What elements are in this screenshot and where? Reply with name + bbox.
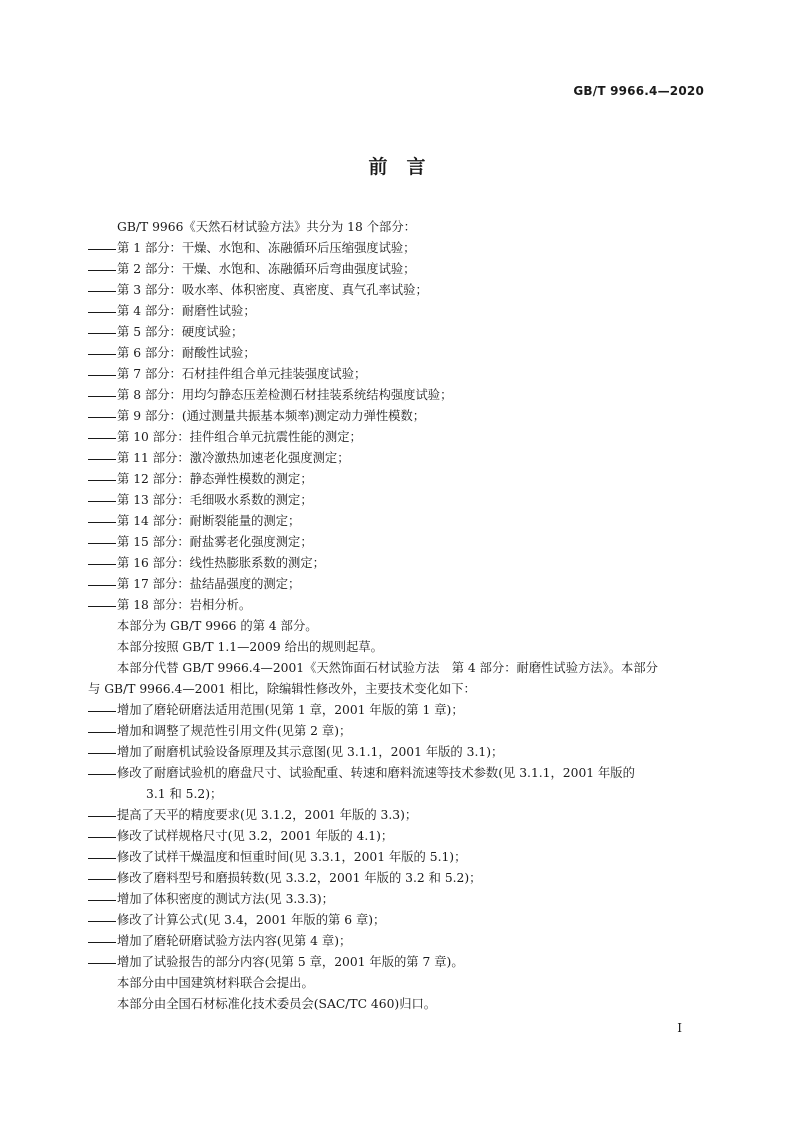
standard-code: GB/T 9966.4—2020 — [573, 84, 704, 98]
list-item: 第 7 部分：石材挂件组合单元挂装强度试验； — [88, 364, 709, 385]
list-item: 增加了耐磨机试验设备原理及其示意图(见 3.1.1，2001 年版的 3.1)； — [88, 742, 709, 763]
list-item: 第 11 部分：激冷激热加速老化强度测定； — [88, 448, 709, 469]
em-dash — [88, 805, 117, 826]
list-item: 增加和调整了规范性引用文件(见第 2 章)； — [88, 721, 709, 742]
list-item: 第 5 部分：硬度试验； — [88, 322, 709, 343]
list-item: 第 10 部分：挂件组合单元抗震性能的测定； — [88, 427, 709, 448]
list-item: 第 8 部分：用均匀静态压差检测石材挂装系统结构强度试验； — [88, 385, 709, 406]
em-dash — [88, 826, 117, 847]
list-item: 第 14 部分：耐断裂能量的测定； — [88, 511, 709, 532]
list-item: 增加了体积密度的测试方法(见 3.3.3)； — [88, 889, 709, 910]
list-item: 增加了磨轮研磨法适用范围(见第 1 章，2001 年版的第 1 章)； — [88, 700, 709, 721]
list-item: 第 17 部分：盐结晶强度的测定； — [88, 574, 709, 595]
em-dash — [88, 595, 117, 616]
list-item: 修改了试样规格尺寸(见 3.2，2001 年版的 4.1)； — [88, 826, 709, 847]
em-dash — [88, 721, 117, 742]
list-item: 第 18 部分：岩相分析。 — [88, 595, 709, 616]
em-dash — [88, 910, 117, 931]
page-title: 前 言 — [368, 156, 426, 178]
em-dash — [88, 931, 117, 952]
em-dash — [88, 511, 117, 532]
em-dash — [88, 889, 117, 910]
em-dash — [88, 742, 117, 763]
em-dash — [88, 385, 117, 406]
list-item: 第 1 部分：干燥、水饱和、冻融循环后压缩强度试验； — [88, 238, 709, 259]
em-dash — [88, 259, 117, 280]
list-item: 修改了计算公式(见 3.4，2001 年版的第 6 章)； — [88, 910, 709, 931]
em-dash — [88, 322, 117, 343]
list-item: 增加了试验报告的部分内容(见第 5 章，2001 年版的第 7 章)。 — [88, 952, 709, 973]
list-item: 第 12 部分：静态弹性模数的测定； — [88, 469, 709, 490]
list-item: 修改了耐磨试验机的磨盘尺寸、试验配重、转速和磨料流速等技术参数(见 3.1.1，2001 年版的 — [88, 763, 709, 784]
em-dash — [88, 238, 117, 259]
list-item: 第 9 部分：(通过测量共振基本频率)测定动力弹性模数； — [88, 406, 709, 427]
list-item: 修改了试样干燥温度和恒重时间(见 3.3.1，2001 年版的 5.1)； — [88, 847, 709, 868]
list-item: 第 3 部分：吸水率、体积密度、真密度、真气孔率试验； — [88, 280, 709, 301]
list-item: 第 15 部分：耐盐雾老化强度测定； — [88, 532, 709, 553]
changes-list — [117, 700, 709, 973]
part-of-statement: 本部分为 GB/T 9966 的第 4 部分。 — [117, 619, 318, 633]
em-dash — [88, 490, 117, 511]
replaces-statement-line-2: 与 GB/T 9966.4—2001 相比，除编辑性修改外，主要技术变化如下： — [88, 682, 476, 696]
list-item: 第 2 部分：干燥、水饱和、冻融循环后弯曲强度试验； — [88, 259, 709, 280]
parts-list — [117, 238, 709, 616]
em-dash — [88, 763, 117, 784]
em-dash — [88, 868, 117, 889]
em-dash — [88, 364, 117, 385]
em-dash — [88, 448, 117, 469]
proposed-by-statement: 本部分由中国建筑材料联合会提出。 — [117, 976, 314, 990]
list-item: 第 16 部分：线性热膨胀系数的测定； — [88, 553, 709, 574]
em-dash — [88, 532, 117, 553]
replaces-statement-line-1: 本部分代替 GB/T 9966.4—2001《天然饰面石材试验方法 第 4 部分：耐磨性试验方法》。本部分 — [117, 661, 658, 675]
preface-body — [88, 217, 709, 1015]
list-item: 增加了磨轮研磨试验方法内容(见第 4 章)； — [88, 931, 709, 952]
em-dash — [88, 553, 117, 574]
list-item: 第 13 部分：毛细吸水系数的测定； — [88, 490, 709, 511]
list-item-continuation: 3.1 和 5.2)； — [146, 787, 223, 801]
em-dash — [88, 301, 117, 322]
managed-by-statement: 本部分由全国石材标准化技术委员会(SAC/TC 460)归口。 — [117, 997, 437, 1011]
list-item: 提高了天平的精度要求(见 3.1.2，2001 年版的 3.3)； — [88, 805, 709, 826]
em-dash — [88, 343, 117, 364]
list-item: 第 4 部分：耐磨性试验； — [88, 301, 709, 322]
em-dash — [88, 700, 117, 721]
em-dash — [88, 574, 117, 595]
list-item: 修改了磨料型号和磨损转数(见 3.3.2，2001 年版的 3.2 和 5.2)； — [88, 868, 709, 889]
em-dash — [88, 406, 117, 427]
list-item: 第 6 部分：耐酸性试验； — [88, 343, 709, 364]
drafting-statement: 本部分按照 GB/T 1.1—2009 给出的规则起草。 — [117, 640, 383, 654]
page-number: I — [677, 1021, 682, 1035]
em-dash — [88, 847, 117, 868]
em-dash — [88, 280, 117, 301]
intro-paragraph: GB/T 9966《天然石材试验方法》共分为 18 个部分： — [117, 220, 416, 234]
em-dash — [88, 952, 117, 973]
em-dash — [88, 469, 117, 490]
em-dash — [88, 427, 117, 448]
